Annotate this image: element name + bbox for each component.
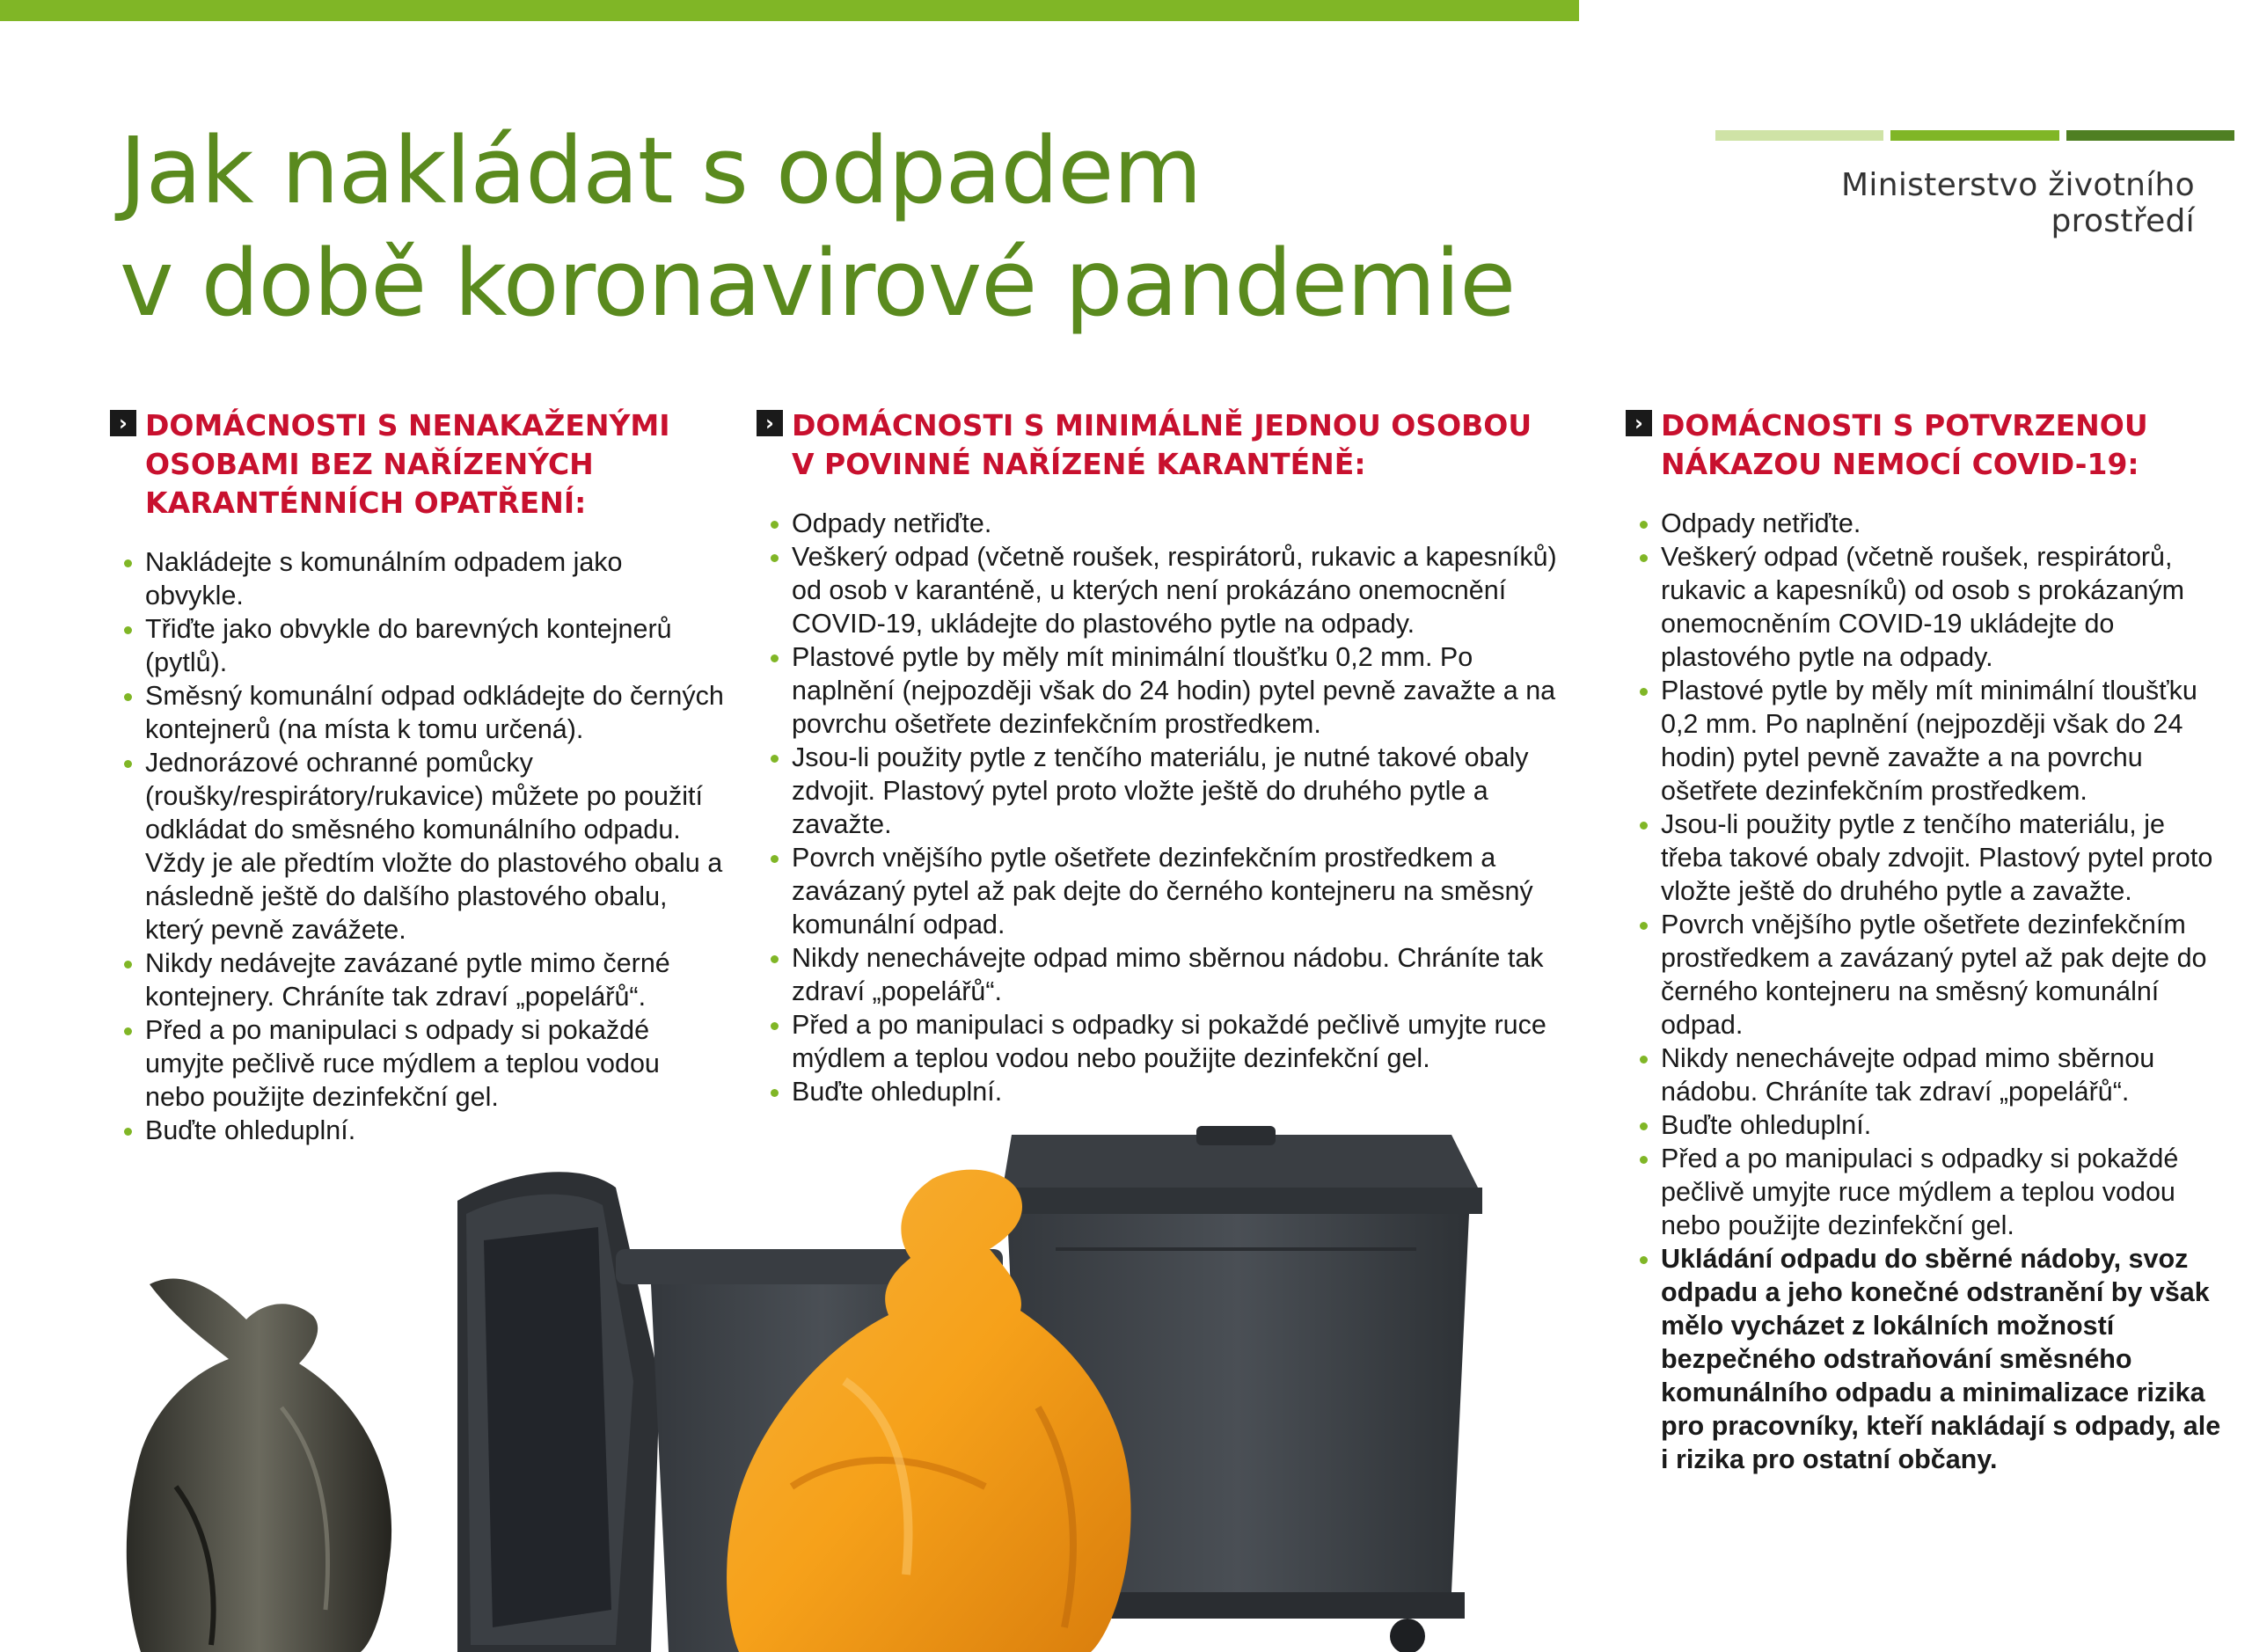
column-uninfected-households: [110, 406, 726, 1147]
list-item-emphasis: Ukládání odpadu do sběrné nádoby, svoz odpadu a jeho konečné odstranění by však mělo vycházet z lokálních možností bezpečného odstraňování směsného komunálního odpadu a minimalizace rizika pro pracovníky, kteří nakládají s odpady, ale i rizika pro ostatní občany.: [1626, 1242, 2233, 1476]
column-heading: [757, 406, 1575, 484]
heading-line: DOMÁCNOSTI S POTVRZENOU: [1661, 408, 2148, 442]
heading-line: V POVINNÉ NAŘÍZENÉ KARANTÉNĚ:: [792, 447, 1366, 481]
list-item: Povrch vnějšího pytle ošetřete dezinfekčním prostředkem a zavázaný pytel až pak dejte do černého kontejneru na směsný komunální odpad.: [757, 841, 1575, 941]
page-title-line-1: Jak nakládat s odpadem: [120, 117, 1202, 224]
heading-line: DOMÁCNOSTI S NENAKAŽENÝMI: [145, 408, 670, 442]
list-item: Před a po manipulaci s odpadky si pokaždé pečlivě umyjte ruce mýdlem a teplou vodou nebo použijte dezinfekční gel.: [757, 1008, 1575, 1075]
chevron-right-icon: ›: [1626, 410, 1652, 436]
list-item: Veškerý odpad (včetně roušek, respirátorů, rukavic a kapesníků) od osob s prokázaným onemocněním COVID-19 ukládejte do plastového pytle na odpady.: [1626, 540, 2233, 674]
list-item: Jsou-li použity pytle z tenčího materiálu, je nutné takové obaly zdvojit. Plastový pytel proto vložte ještě do druhého pytle a zavažte.: [757, 741, 1575, 841]
ministry-bar-light: [1715, 130, 1883, 141]
list-item: Odpady netřiďte.: [1626, 507, 2233, 540]
ministry-name: Ministerstvo životního prostředí: [1841, 167, 2195, 239]
page-title-line-2: v době koronavirové pandemie: [120, 230, 1516, 337]
instruction-list: [110, 545, 726, 1147]
chevron-right-icon: ›: [110, 410, 136, 436]
list-item: Buďte ohleduplní.: [1626, 1108, 2233, 1142]
list-item: Třiďte jako obvykle do barevných kontejnerů (pytlů).: [110, 612, 726, 679]
ministry-bar-dark: [2066, 130, 2234, 141]
list-item: Povrch vnějšího pytle ošetřete dezinfekčním prostředkem a zavázaný pytel až pak dejte do černého kontejneru na směsný komunální odpad.: [1626, 908, 2233, 1042]
instruction-list: [757, 507, 1575, 1108]
list-item: Nikdy nedávejte zavázané pytle mimo černé kontejnery. Chráníte tak zdraví „popelářů“.: [110, 947, 726, 1013]
heading-line: OSOBAMI BEZ NAŘÍZENÝCH: [145, 447, 594, 481]
page-title: [120, 114, 1615, 340]
heading-line: KARANTÉNNÍCH OPATŘENÍ:: [145, 486, 587, 520]
list-item: Jednorázové ochranné pomůcky (roušky/respirátory/rukavice) můžete po použití odkládat do směsného komunálního odpadu. Vždy je ale předtím vložte do plastového obalu a následně ještě do dalšího plastového obalu, který pevně zavážete.: [110, 746, 726, 947]
list-item: Buďte ohleduplní.: [757, 1075, 1575, 1108]
list-item: Nikdy nenechávejte odpad mimo sběrnou nádobu. Chráníte tak zdraví „popelářů“.: [1626, 1042, 2233, 1108]
list-item: Jsou-li použity pytle z tenčího materiálu, je třeba takové obaly zdvojit. Plastový pytel proto vložte ještě do druhého pytle a zavažte.: [1626, 808, 2233, 908]
list-item: Nakládejte s komunálním odpadem jako obvykle.: [110, 545, 726, 612]
list-item: Buďte ohleduplní.: [110, 1114, 726, 1147]
ministry-color-bars: [1715, 130, 2234, 141]
list-item: Před a po manipulaci s odpadky si pokaždé pečlivě umyjte ruce mýdlem a teplou vodou nebo použijte dezinfekční gel.: [1626, 1142, 2233, 1242]
column-heading: [110, 406, 726, 523]
ministry-bar-medium: [1890, 130, 2058, 141]
list-item: Před a po manipulaci s odpady si pokaždé umyjte pečlivě ruce mýdlem a teplou vodou nebo použijte dezinfekční gel.: [110, 1013, 726, 1114]
list-item: Směsný komunální odpad odkládejte do černých kontejnerů (na místa k tomu určená).: [110, 679, 726, 746]
waste-bins-illustration: [123, 1117, 1566, 1652]
list-item: Plastové pytle by měly mít minimální tloušťku 0,2 mm. Po naplnění (nejpozději však do 24 hodin) pytel pevně zavažte a na povrchu ošetřete dezinfekčním prostředkem.: [1626, 674, 2233, 808]
list-item: Plastové pytle by měly mít minimální tloušťku 0,2 mm. Po naplnění (nejpozději však do 24 hodin) pytel pevně zavažte a na povrchu ošetřete dezinfekčním prostředkem.: [757, 640, 1575, 741]
chevron-right-icon: ›: [757, 410, 783, 436]
list-item: Odpady netřiďte.: [757, 507, 1575, 540]
heading-line: DOMÁCNOSTI S MINIMÁLNĚ JEDNOU OSOBOU: [792, 408, 1532, 442]
heading-line: NÁKAZOU NEMOCÍ COVID-19:: [1661, 447, 2139, 481]
black-garbage-bag: [127, 1279, 391, 1652]
list-item: Veškerý odpad (včetně roušek, respirátorů, rukavic a kapesníků) od osob v karanténě, u kterých není prokázáno onemocnění COVID-19, ukládejte do plastového pytle na odpady.: [757, 540, 1575, 640]
column-confirmed-covid-households: [1626, 406, 2233, 1476]
column-heading: [1626, 406, 2233, 484]
column-quarantine-households: [757, 406, 1575, 1108]
instruction-list: [1626, 507, 2233, 1476]
top-accent-bar: [0, 0, 1579, 21]
list-item: Nikdy nenechávejte odpad mimo sběrnou nádobu. Chráníte tak zdraví „popelářů“.: [757, 941, 1575, 1008]
